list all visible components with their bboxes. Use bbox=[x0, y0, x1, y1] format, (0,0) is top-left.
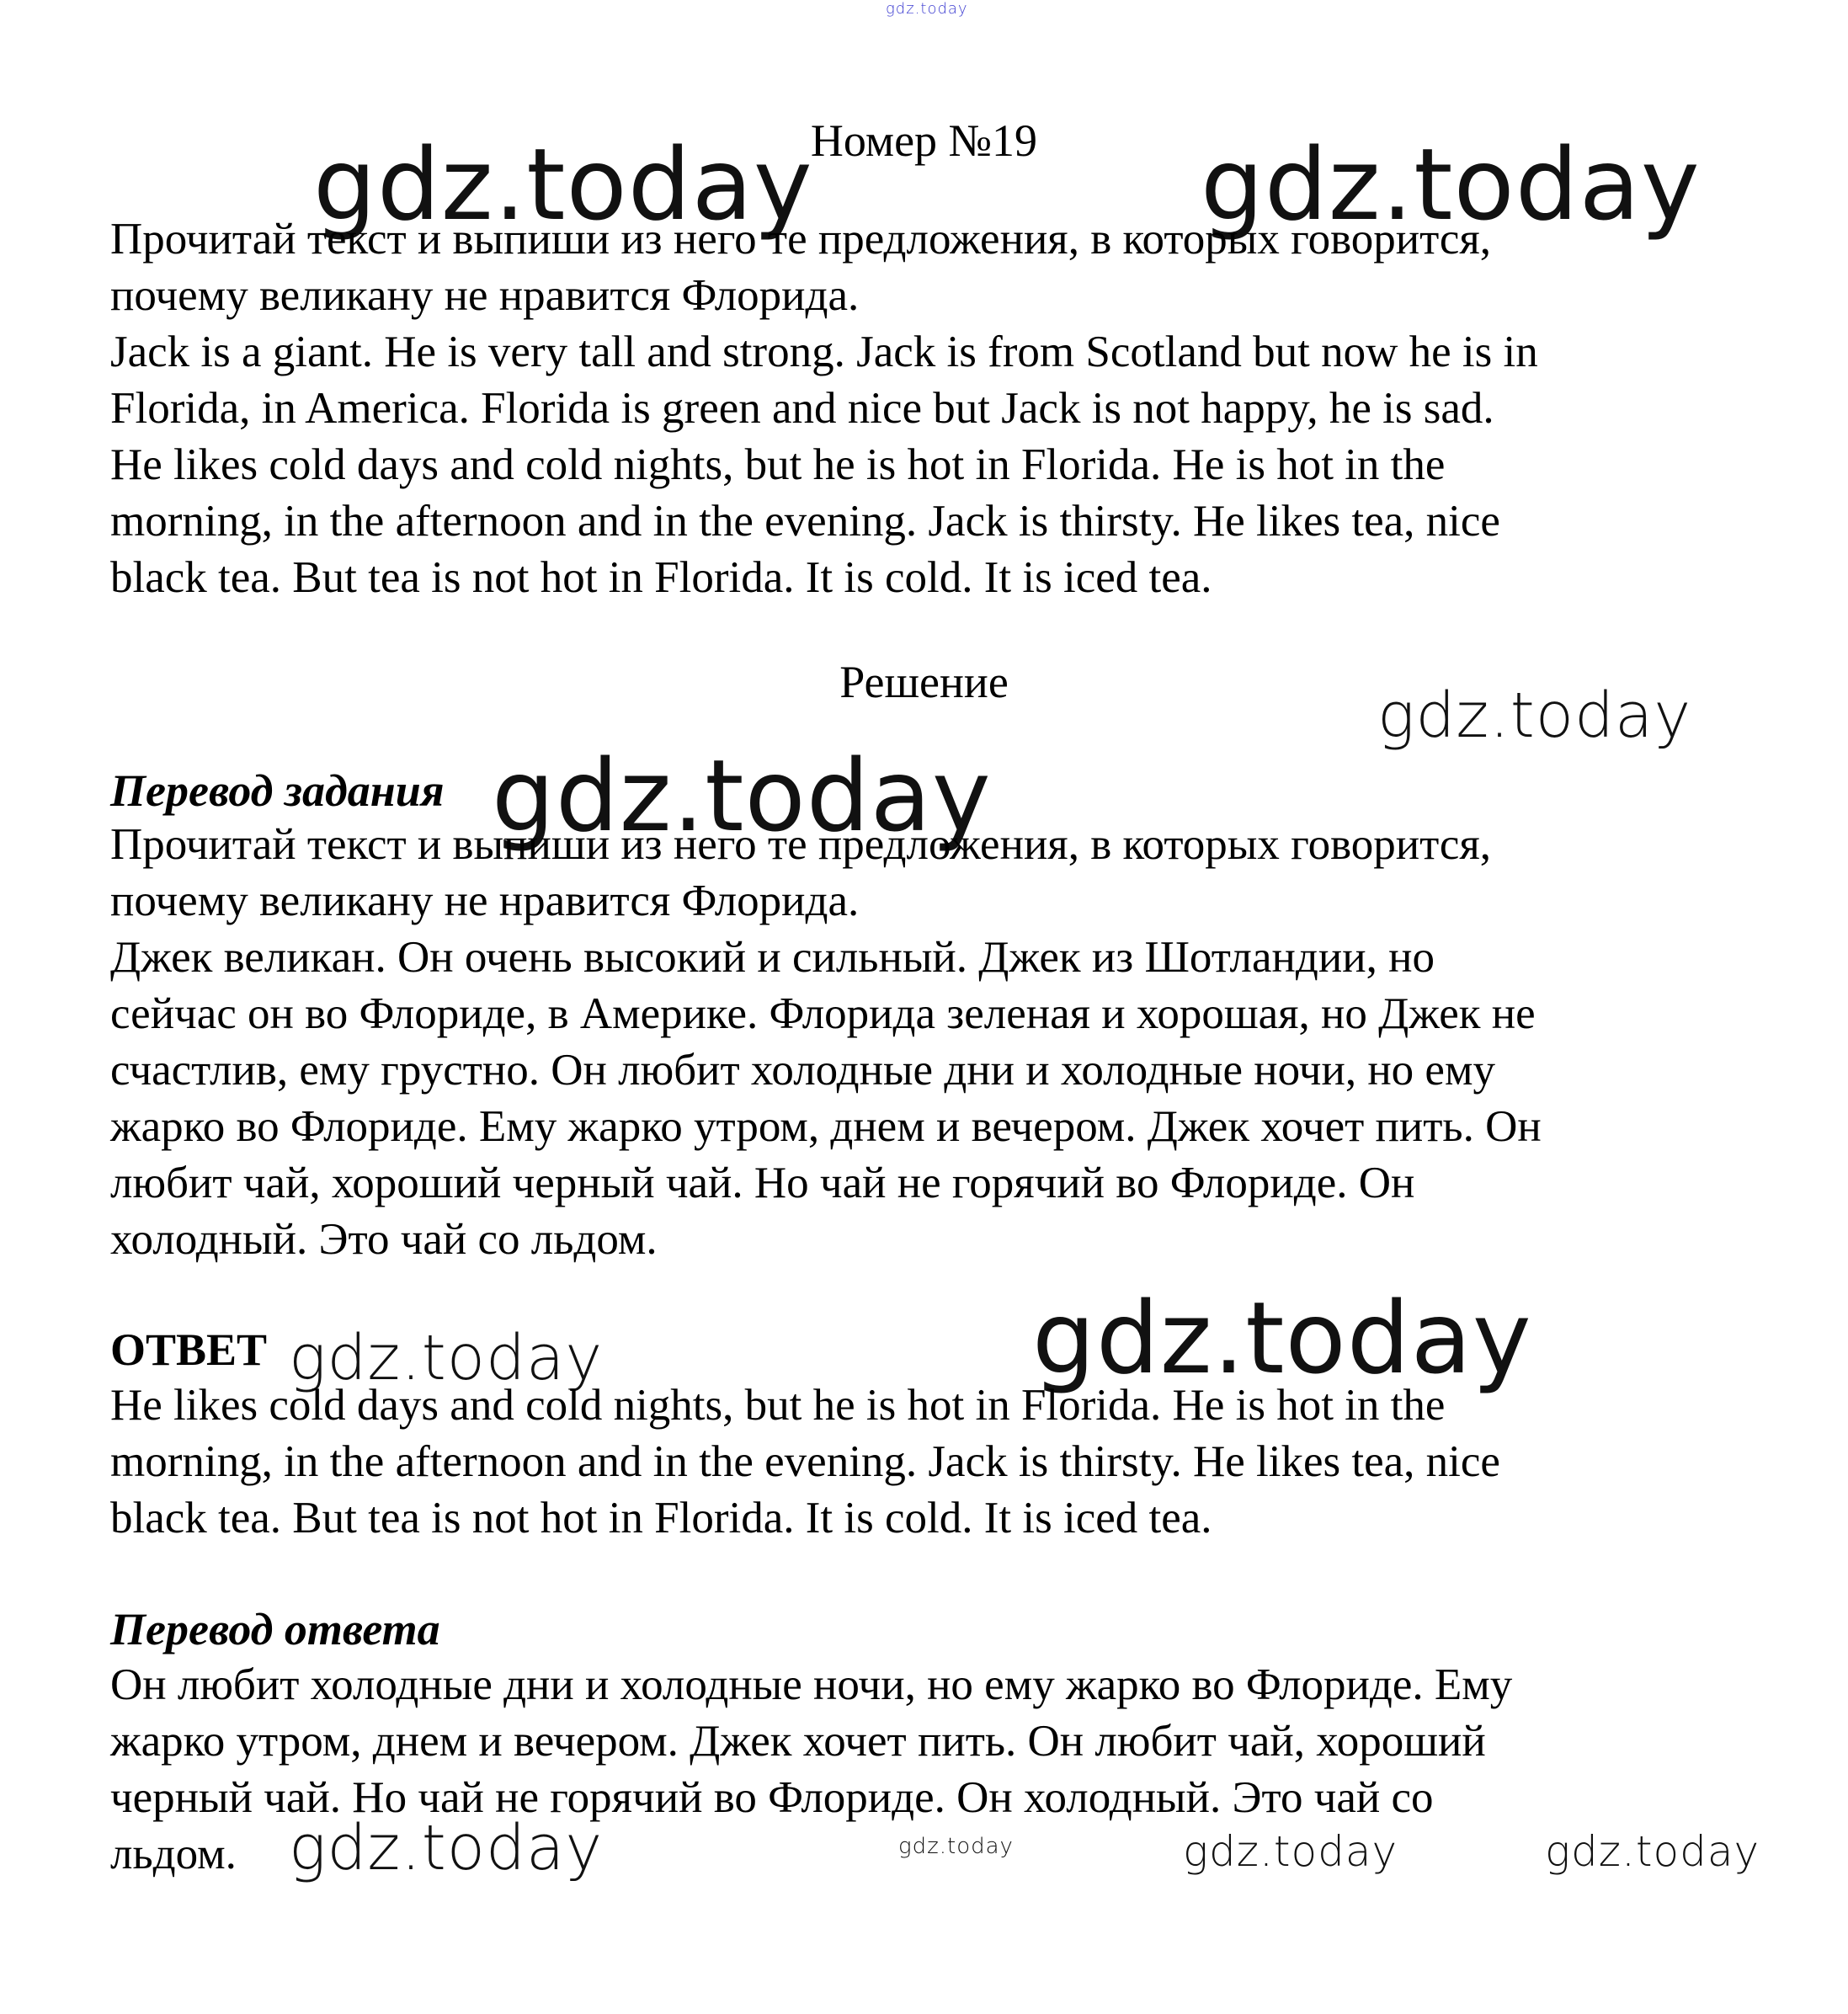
answer-line: He likes cold days and cold nights, but he is hot in Florida. He is hot in the bbox=[110, 1381, 1446, 1430]
answer-line: black tea. But tea is not hot in Florida. It is cold. It is iced tea. bbox=[110, 1494, 1212, 1542]
translation-text-line: холодный. Это чай со льдом. bbox=[110, 1215, 658, 1264]
watermark-6: gdz.today bbox=[1032, 1280, 1532, 1396]
translation-text-line: любит чай, хороший черный чай. Но чай не горячий во Флориде. Он bbox=[110, 1159, 1415, 1207]
answer-translation-line: льдом. bbox=[110, 1830, 237, 1878]
answer-line: morning, in the afternoon and in the evening. Jack is thirsty. He likes tea, nice bbox=[110, 1437, 1500, 1486]
translation-text-line: жарко во Флориде. Ему жарко утром, днем и вечером. Джек хочет пить. Он bbox=[110, 1102, 1542, 1151]
task-text-line: Jack is a giant. He is very tall and strong. Jack is from Scotland but now he is in bbox=[110, 328, 1538, 376]
watermark-7: gdz.today bbox=[289, 1812, 604, 1884]
watermark-2: gdz.today bbox=[1201, 126, 1701, 242]
watermark-1: gdz.today bbox=[313, 126, 813, 242]
task-instruction-line: Прочитай текст и выпиши из него те предложения, в которых говорится, bbox=[110, 215, 1492, 264]
answer-translation-line: жарко утром, днем и вечером. Джек хочет пить. Он любит чай, хороший bbox=[110, 1717, 1486, 1766]
task-text-line: Florida, in America. Florida is green and nice but Jack is not happy, he is sad. bbox=[110, 384, 1494, 433]
task-block bbox=[110, 211, 1786, 606]
answer-block bbox=[110, 1377, 1786, 1547]
top-watermark: gdz.today bbox=[886, 0, 968, 18]
task-text-line: He likes cold days and cold nights, but he is hot in Florida. He is hot in the bbox=[110, 440, 1446, 489]
answer-translation-line: черный чай. Но чай не горячий во Флориде. Он холодный. Это чай со bbox=[110, 1773, 1434, 1822]
translation-instruction-line: почему великану не нравится Флорида. bbox=[110, 876, 860, 925]
watermark-5: gdz.today bbox=[289, 1322, 604, 1394]
translation-instruction-line: Прочитай текст и выпиши из него те предложения, в которых говорится, bbox=[110, 820, 1492, 869]
watermark-9: gdz.today bbox=[1183, 1827, 1398, 1876]
task-text-line: black tea. But tea is not hot in Florida. It is cold. It is iced tea. bbox=[110, 553, 1212, 602]
answer-translation-heading: Перевод ответа bbox=[110, 1604, 440, 1654]
task-translation-heading: Перевод задания bbox=[110, 765, 445, 816]
answer-heading: ОТВЕТ bbox=[110, 1324, 268, 1375]
translation-text-line: сейчас он во Флориде, в Америке. Флорида зеленая и хорошая, но Джек не bbox=[110, 989, 1536, 1038]
watermark-3: gdz.today bbox=[1377, 679, 1692, 752]
watermark-4: gdz.today bbox=[492, 738, 992, 854]
translation-text-line: счастлив, ему грустно. Он любит холодные дни и холодные ночи, но ему bbox=[110, 1046, 1495, 1095]
task-instruction-line: почему великану не нравится Флорида. bbox=[110, 271, 860, 320]
task-text-line: morning, in the afternoon and in the evening. Jack is thirsty. He likes tea, nice bbox=[110, 497, 1500, 546]
page-title: Номер №19 bbox=[810, 115, 1038, 166]
watermark-8: gdz.today bbox=[898, 1834, 1014, 1859]
answer-translation-line: Он любит холодные дни и холодные ночи, но ему жарко во Флориде. Ему bbox=[110, 1660, 1513, 1709]
solution-heading: Решение bbox=[839, 657, 1009, 707]
translation-text-line: Джек великан. Он очень высокий и сильный. Джек из Шотландии, но bbox=[110, 933, 1435, 982]
task-translation-block bbox=[110, 817, 1786, 1268]
watermark-10: gdz.today bbox=[1545, 1827, 1760, 1876]
